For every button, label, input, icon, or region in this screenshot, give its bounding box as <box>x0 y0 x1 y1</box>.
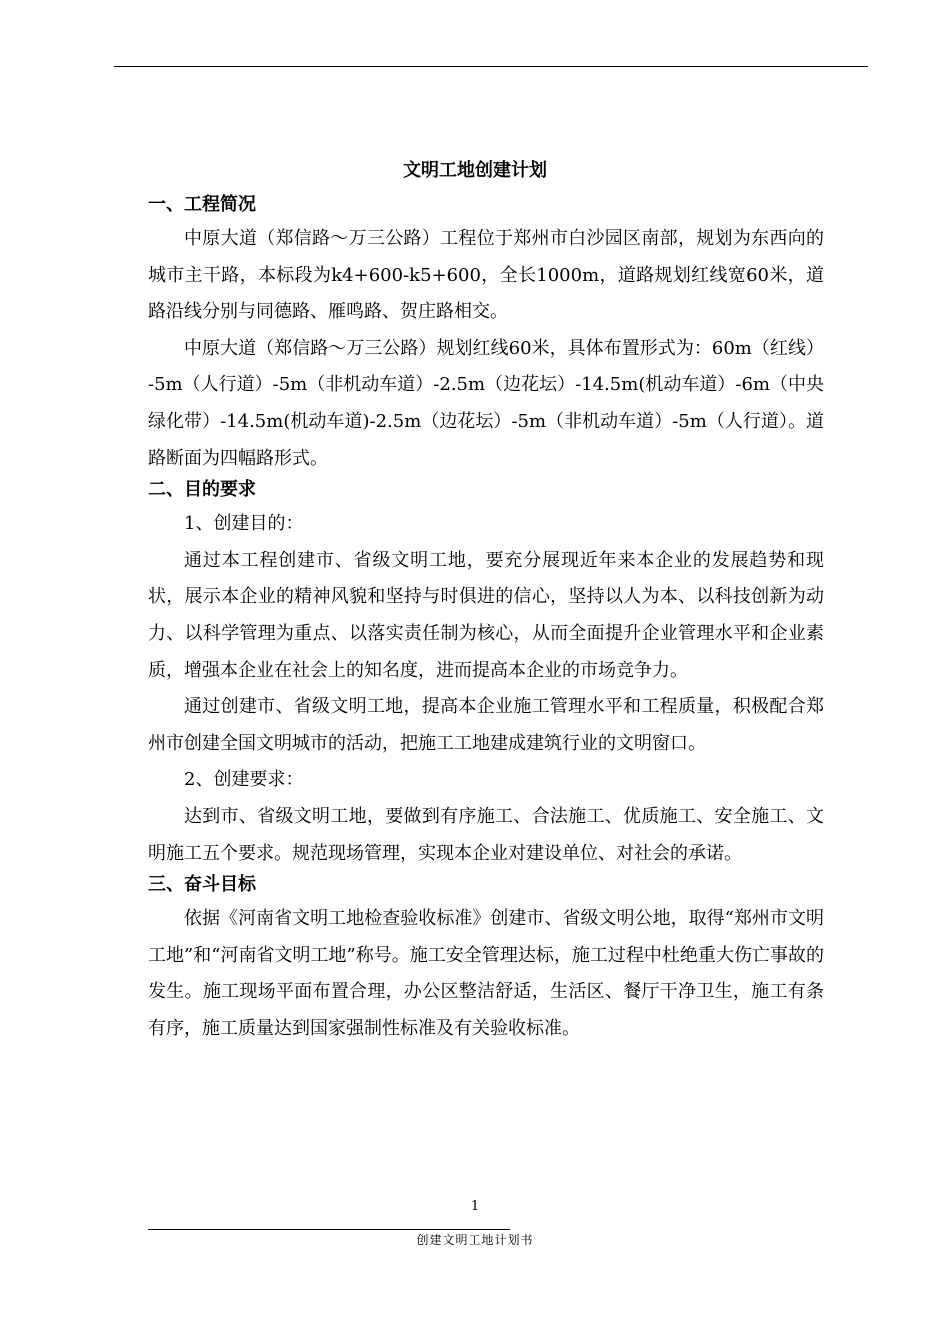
section-heading: 一、工程简况 <box>148 194 256 215</box>
paragraph: 中原大道（郑信路～万三公路）规划红线60米，具体布置形式为：60m（红线）-5m（人行道）-5m（非机动车道）-2.5m（边花坛）-14.5m(机动车道）-6m（中央绿化带）-14.5m(机动车道)-2.5m（边花坛）-5m（非机动车道）-5m（人行道）。道路断面为四幅路形式。 <box>148 337 824 469</box>
paragraph: 通过本工程创建市、省级文明工地，要充分展现近年来本企业的发展趋势和现状，展示本企业的精神风貌和坚持与时俱进的信心，坚持以人为本、以科技创新为动力、以科学管理为重点、以落实责任制为核心，从而全面提升企业管理水平和企业素质，增强本企业在社会上的知名度，进而提高本企业的市场竞争力。 <box>148 549 824 681</box>
section-targets <box>148 872 824 1047</box>
header-rule <box>114 66 868 67</box>
section-overview <box>148 192 824 477</box>
footer-rule <box>148 1229 510 1230</box>
document-title: 文明工地创建计划 <box>403 160 547 181</box>
page-number: 1 <box>470 1199 480 1214</box>
section-heading: 三、奋斗目标 <box>148 874 256 896</box>
paragraph: 2、创建要求： <box>184 769 304 791</box>
paragraph: 达到市、省级文明工地，要做到有序施工、合法施工、优质施工、安全施工、文明施工五个要求。规范现场管理，实现本企业对建设单位、对社会的承诺。 <box>148 805 824 864</box>
section-goals <box>148 477 824 872</box>
section-heading: 二、目的要求 <box>148 479 256 501</box>
paragraph: 依据《河南省文明工地检查验收标准》创建市、省级文明公地，取得“郑州市文明工地”和“河南省文明工地”称号。施工安全管理达标，施工过程中杜绝重大伤亡事故的发生。施工现场平面布置合理，办公区整洁舒适，生活区、餐厅干净卫生，施工有条有序，施工质量达到国家强制性标准及有关验收标准。 <box>148 908 824 1039</box>
paragraph: 中原大道（郑信路～万三公路）工程位于郑州市白沙园区南部，规划为东西向的城市主干路，本标段为k4+600-k5+600，全长1000m，道路规划红线宽60米，道路沿线分别与同德路、雁鸣路、贺庄路相交。 <box>148 228 824 323</box>
document-body <box>148 192 824 1047</box>
paragraph: 1、创建目的： <box>184 513 304 535</box>
footer-text: 创建文明工地计划书 <box>416 1233 534 1247</box>
paragraph: 通过创建市、省级文明工地，提高本企业施工管理水平和工程质量，积极配合郑州市创建全国文明城市的活动，把施工工地建成建筑行业的文明窗口。 <box>148 696 824 754</box>
